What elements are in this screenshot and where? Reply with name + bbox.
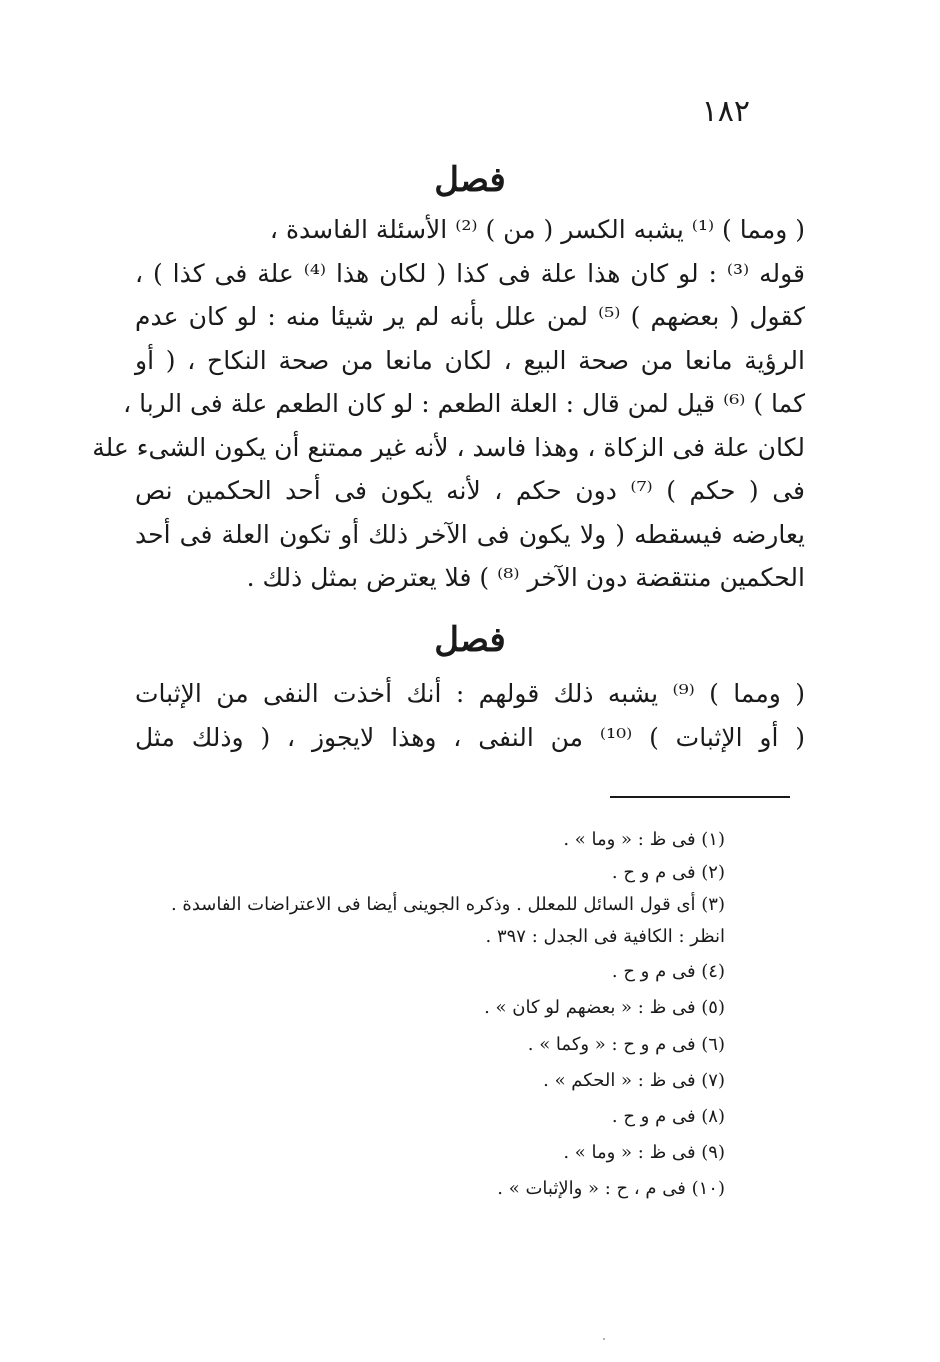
footnote-9: (٩) فى ظ : « وما » . [563,1142,725,1164]
footnote-6: (٦) فى م و ح : « وكما » . [527,1033,725,1055]
text-line: ( ومما ) ⁽⁹⁾ يشبه ذلك قولهم : أنك أخذت النفى من الإثبات [135,679,805,708]
scan-speck [603,1338,605,1340]
footnote-7: (٧) فى ظ : « الحكم » . [543,1069,725,1091]
footnote-3-continuation: انظر : الكافية فى الجدل : ٣٩٧ . [485,926,725,948]
text-line: قوله ⁽³⁾ : لو كان هذا علة فى كذا ( لكان هذا ⁽⁴⁾ علة فى كذا ) ، [135,258,805,288]
section-heading-text: فصل [434,160,506,200]
text-line: الرؤية مانعا من صحة البيع ، لكان مانعا من صحة النكاح ، ( أو [135,345,805,375]
footnotes [120,822,725,1208]
footnote-10: (١٠) فى م ، ح : « والإثبات » . [497,1178,725,1200]
footnote-4: (٤) فى م و ح . [611,961,725,983]
section-body-2 [135,672,805,759]
footnote-divider [610,796,790,798]
text-line: لكان علة فى الزكاة ، وهذا فاسد ، لأنه غير ممتنع أن يكون الشىء علة [92,432,805,462]
footnote-3: (٣) أى قول السائل للمعلل . وذكره الجوينى أيضا فى الاعتراضات الفاسدة . [170,894,725,916]
section-heading-1 [0,160,940,200]
footnote-1: (١) فى ظ : « وما » . [563,829,725,850]
section-body-1 [92,208,805,600]
text-line: كقول ( بعضهم ) ⁽⁵⁾ لمن علل بأنه لم ير شيئا منه : لو كان عدم [135,302,805,331]
footnote-2: (٢) فى م و ح . [611,862,725,884]
text-line: فى ( حكم ) ⁽⁷⁾ دون حكم ، لأنه يكون فى أحد الحكمين نص [135,476,805,505]
section-heading-text: فصل [434,620,506,660]
text-line: ( أو الإثبات ) ⁽¹⁰⁾ من النفى ، وهذا لايجوز ، ( وذلك مثل [135,722,806,752]
text-line: يعارضه فيسقطه ( ولا يكون فى الآخر ذلك أو تكون العلة فى أحد [135,519,805,549]
text-line: كما ) ⁽⁶⁾ قيل لمن قال : العلة الطعم : لو كان الطعم علة فى الربا ، [123,389,805,418]
text-line: الحكمين منتقضة دون الآخر ⁽⁸⁾ ) فلا يعترض بمثل ذلك . [246,563,805,592]
page-number: ١٨٢ [701,94,750,129]
footnote-8: (٨) فى م و ح . [611,1105,725,1127]
text-line: ( ومما ) ⁽¹⁾ يشبه الكسر ( من ) ⁽²⁾ الأسئلة الفاسدة ، [269,215,805,244]
section-heading-2 [0,620,940,660]
footnote-5: (٥) فى ظ : « بعضهم لو كان » . [484,997,725,1019]
